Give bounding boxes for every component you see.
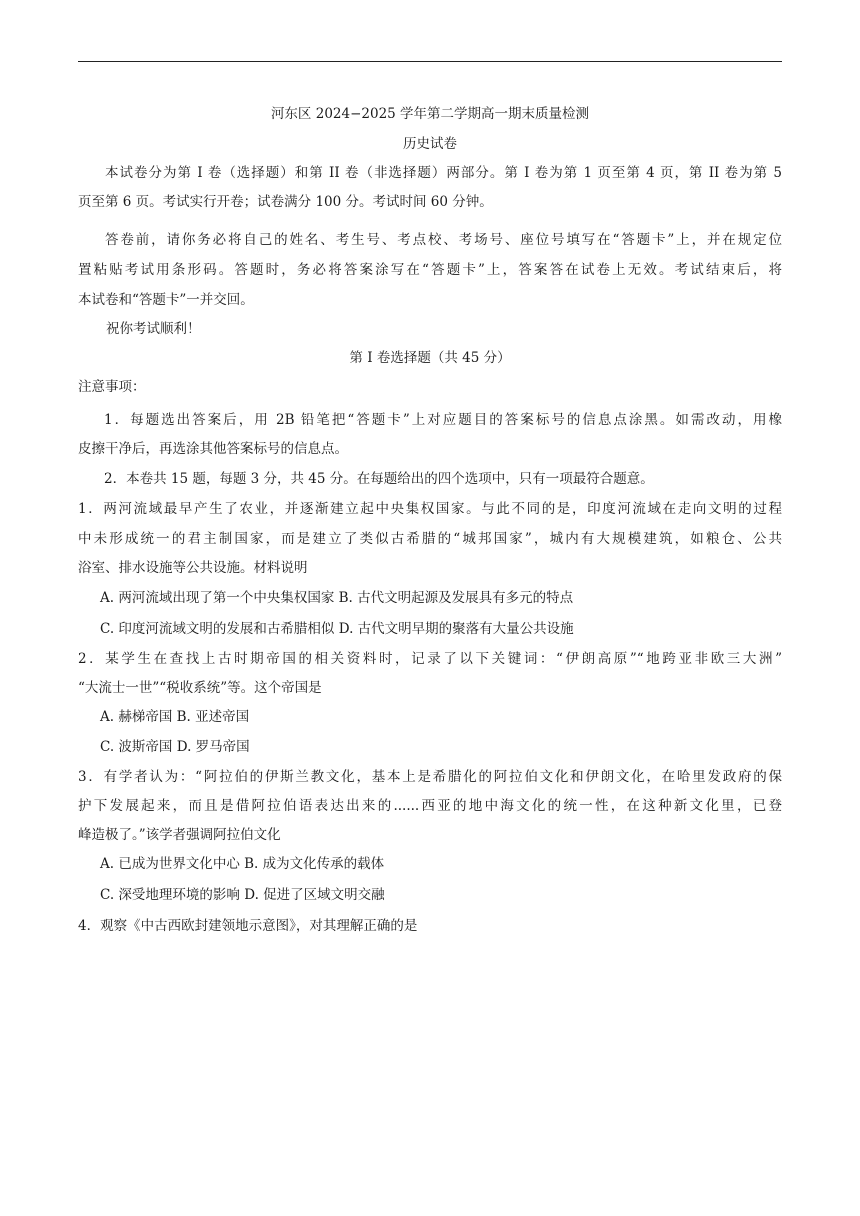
- notice-item-1-line-1: 1．每题选出答案后，用 2B 铅笔把“答题卡”上对应题目的答案标号的信息点涂黑。如需改动，用橡: [104, 412, 782, 428]
- question-4-line-1: 4．观察《中古西欧封建领地示意图》，对其理解正确的是: [78, 918, 418, 934]
- question-1-line-1: 1．两河流域最早产生了农业，并逐渐建立起中央集权国家。与此不同的是，印度河流域在走向文明的过程: [78, 501, 782, 517]
- question-3-line-3: 峰造极了。”该学者强调阿拉伯文化: [78, 827, 281, 843]
- good-luck-text: 祝你考试顺利！: [106, 321, 201, 337]
- intro-paragraph-2-line-3: 本试卷和“答题卡”一并交回。: [78, 292, 254, 308]
- notice-item-2: 2．本卷共 15 题，每题 3 分，共 45 分。在每题给出的四个选项中，只有一项最符合题意。: [104, 471, 654, 487]
- notice-item-1-line-2: 皮擦干净后，再选涂其他答案标号的信息点。: [78, 441, 348, 457]
- question-3-options-cd: C. 深受地理环境的影响 D. 促进了区域文明交融: [100, 887, 385, 903]
- intro-paragraph-2-line-2: 置粘贴考试用条形码。答题时，务必将答案涂写在“答题卡”上，答案答在试卷上无效。考试结束后，将: [78, 262, 782, 278]
- question-3-line-1: 3．有学者认为：“阿拉伯的伊斯兰教文化，基本上是希腊化的阿拉伯文化和伊朗文化，在哈里发政府的保: [78, 769, 782, 785]
- question-1-options-cd: C. 印度河流域文明的发展和古希腊相似 D. 古代文明早期的聚落有大量公共设施: [100, 621, 574, 637]
- exam-subtitle: 历史试卷: [403, 136, 457, 152]
- intro-paragraph-2-line-1: 答卷前，请你务必将自己的姓名、考生号、考点校、考场号、座位号填写在“答题卡”上，并在规定位: [105, 232, 782, 248]
- question-2-line-2: “大流士一世”“税收系统”等。这个帝国是: [78, 680, 322, 696]
- question-2-options-cd: C. 波斯帝国 D. 罗马帝国: [100, 739, 250, 755]
- question-1-line-3: 浴室、排水设施等公共设施。材料说明: [78, 560, 308, 576]
- question-2-options-ab: A. 赫梯帝国 B. 亚述帝国: [100, 709, 250, 725]
- question-2-line-1: 2．某学生在查找上古时期帝国的相关资料时，记录了以下关键词：“伊朗高原”“地跨亚非欧三大洲”: [78, 651, 782, 667]
- section-title: 第 I 卷选择题（共 45 分）: [349, 350, 511, 366]
- header-rule: [78, 61, 782, 62]
- notice-label: 注意事项：: [78, 379, 146, 395]
- exam-title: 河东区 2024−2025 学年第二学期高一期末质量检测: [270, 106, 590, 122]
- question-3-line-2: 护下发展起来，而且是借阿拉伯语表达出来的......西亚的地中海文化的统一性，在这种新文化里，已登: [78, 798, 782, 814]
- question-1-line-2: 中未形成统一的君主制国家，而是建立了类似古希腊的“城邦国家”，城内有大规模建筑，如粮仓、公共: [78, 531, 782, 547]
- question-3-options-ab: A. 已成为世界文化中心 B. 成为文化传承的载体: [100, 856, 385, 872]
- question-1-options-ab: A. 两河流域出现了第一个中央集权国家 B. 古代文明起源及发展具有多元的特点: [100, 590, 574, 606]
- intro-paragraph-1-line-1: 本试卷分为第 I 卷（选择题）和第 II 卷（非选择题）两部分。第 I 卷为第 1 页至第 4 页，第 II 卷为第 5: [105, 165, 782, 181]
- intro-paragraph-1-line-2: 页至第 6 页。考试实行开卷；试卷满分 100 分。考试时间 60 分钟。: [78, 194, 493, 210]
